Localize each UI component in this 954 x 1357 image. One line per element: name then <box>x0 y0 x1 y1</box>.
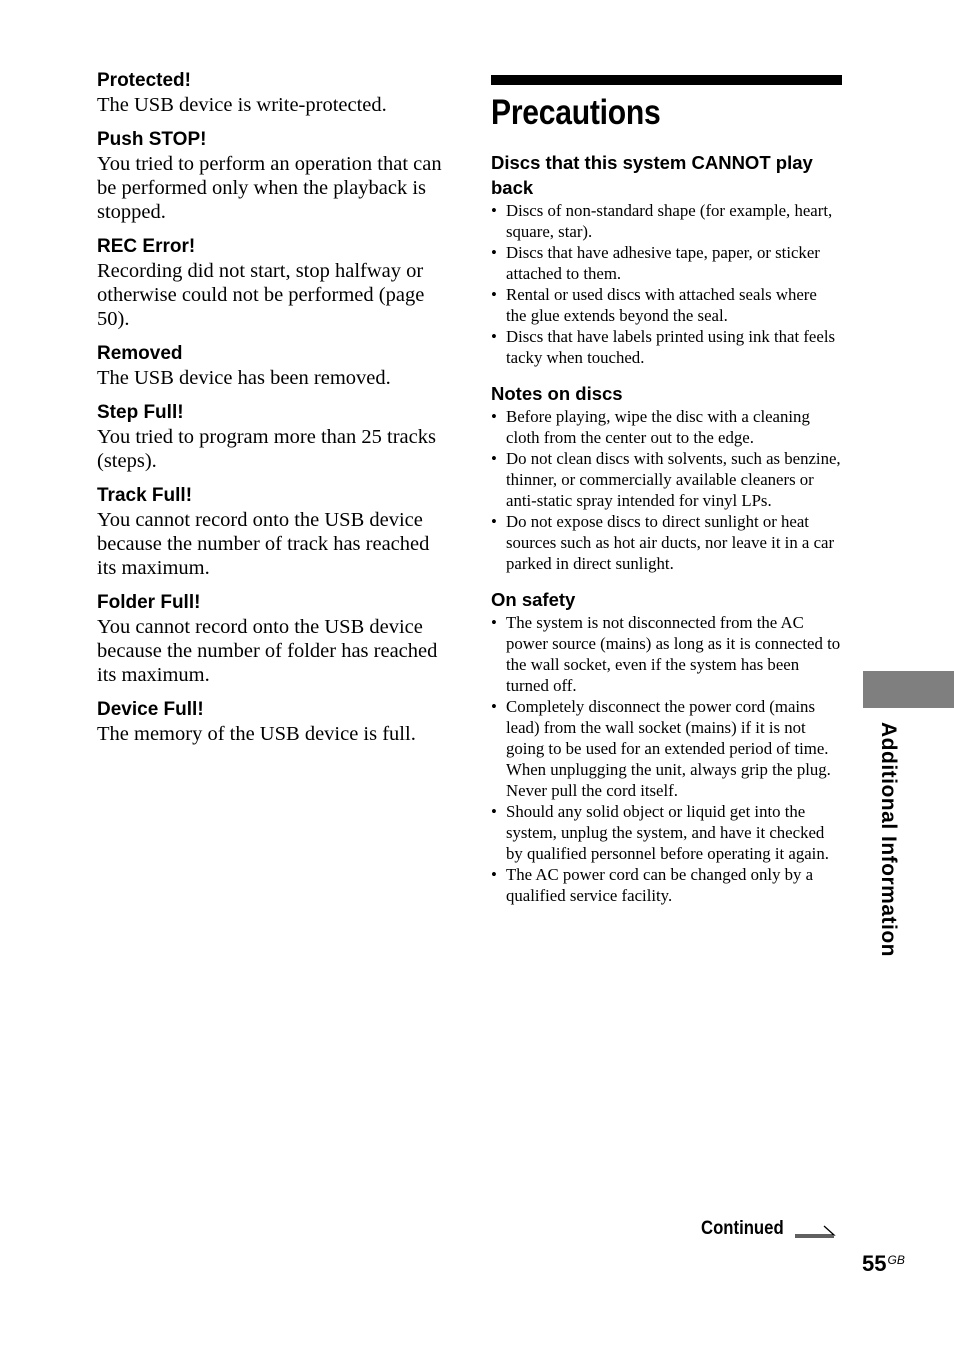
list-item <box>491 864 841 906</box>
bullet-list <box>491 612 841 906</box>
message-entry <box>97 401 452 473</box>
list-item-text: Discs that have labels printed using ink that feels tacky when touched. <box>506 327 836 367</box>
precaution-section <box>491 150 841 368</box>
message-heading: Device Full! <box>97 699 204 720</box>
page-number-value: 55 <box>862 1251 887 1276</box>
bullet-icon: • <box>491 201 497 220</box>
bullet-list <box>491 200 841 368</box>
message-body: The USB device is write-protected. <box>97 94 387 116</box>
message-heading: REC Error! <box>97 236 196 257</box>
bullet-icon: • <box>491 865 497 884</box>
message-body: You cannot record onto the USB device because the number of track has reached its maximum. <box>97 509 430 579</box>
message-entry <box>97 591 452 687</box>
right-column <box>491 150 841 919</box>
continued-label: Continued <box>701 1218 784 1239</box>
message-body: The memory of the USB device is full. <box>97 723 416 745</box>
message-body: You tried to program more than 25 tracks (steps). <box>97 426 436 472</box>
message-heading: Push STOP! <box>97 129 207 150</box>
list-item <box>491 200 841 242</box>
list-item-text: Rental or used discs with attached seals where the glue extends beyond the seal. <box>506 285 817 325</box>
list-item <box>491 612 841 696</box>
message-body: Recording did not start, stop halfway or otherwise could not be performed (page 50). <box>97 260 425 330</box>
message-body: You tried to perform an operation that can be performed only when the playback is stopped. <box>97 153 442 223</box>
side-tab-label: Additional Information <box>877 722 900 957</box>
list-item <box>491 801 841 864</box>
list-item-text: Do not expose discs to direct sunlight or heat sources such as hot air ducts, nor leave it in a car parked in direct sunlight. <box>506 512 835 573</box>
list-item-text: The system is not disconnected from the AC power source (mains) as long as it is connected to the wall socket, even if the system has been turned off. <box>506 613 841 695</box>
list-item <box>491 696 841 801</box>
message-entry <box>97 698 452 746</box>
message-entry <box>97 128 452 224</box>
bullet-icon: • <box>491 697 497 716</box>
section-tab-marker <box>863 671 954 708</box>
list-item <box>491 448 841 511</box>
left-column <box>97 69 452 757</box>
bullet-icon: • <box>491 613 497 632</box>
bullet-icon: • <box>491 327 497 346</box>
message-heading: Step Full! <box>97 402 184 423</box>
message-heading: Folder Full! <box>97 592 201 613</box>
section-heading: Discs that this system CANNOT play back <box>491 152 813 198</box>
section-heading: On safety <box>491 589 576 610</box>
message-body: You cannot record onto the USB device because the number of folder has reached its maximum. <box>97 616 438 686</box>
bullet-icon: • <box>491 243 497 262</box>
message-entry <box>97 484 452 580</box>
message-entry <box>97 69 452 117</box>
message-heading: Protected! <box>97 70 191 91</box>
list-item <box>491 326 841 368</box>
bullet-icon: • <box>491 449 497 468</box>
bullet-icon: • <box>491 802 497 821</box>
message-entry <box>97 235 452 331</box>
precaution-section <box>491 381 841 574</box>
title-rule <box>491 75 842 85</box>
message-heading: Removed <box>97 343 183 364</box>
page-number <box>862 1251 905 1277</box>
list-item <box>491 406 841 448</box>
precaution-section <box>491 587 841 906</box>
list-item-text: Discs that have adhesive tape, paper, or sticker attached to them. <box>506 243 820 283</box>
section-heading: Notes on discs <box>491 383 623 404</box>
list-item-text: Completely disconnect the power cord (mains lead) from the wall socket (mains) if it is not going to be used for an extended period of time. When unplugging the unit, always grip the plug. Never pull the cord itself. <box>506 697 831 800</box>
bullet-icon: • <box>491 285 497 304</box>
list-item-text: The AC power cord can be changed only by a qualified service facility. <box>506 865 814 905</box>
list-item <box>491 511 841 574</box>
bullet-icon: • <box>491 512 497 531</box>
message-body: The USB device has been removed. <box>97 367 391 389</box>
message-heading: Track Full! <box>97 485 193 506</box>
page-title: Precautions <box>491 93 661 132</box>
continued-arrow-icon <box>794 1222 836 1238</box>
list-item <box>491 284 841 326</box>
list-item-text: Discs of non-standard shape (for example, heart, square, star). <box>506 201 833 241</box>
list-item-text: Do not clean discs with solvents, such as benzine, thinner, or commercially available cleaners or anti-static spray intended for vinyl LPs. <box>506 449 841 510</box>
message-entry <box>97 342 452 390</box>
page-suffix: GB <box>887 1253 905 1267</box>
bullet-icon: • <box>491 407 497 426</box>
list-item-text: Before playing, wipe the disc with a cleaning cloth from the center out to the edge. <box>506 407 810 447</box>
list-item-text: Should any solid object or liquid get into the system, unplug the system, and have it checked by qualified personnel before operating it again. <box>506 802 829 863</box>
list-item <box>491 242 841 284</box>
bullet-list <box>491 406 841 574</box>
